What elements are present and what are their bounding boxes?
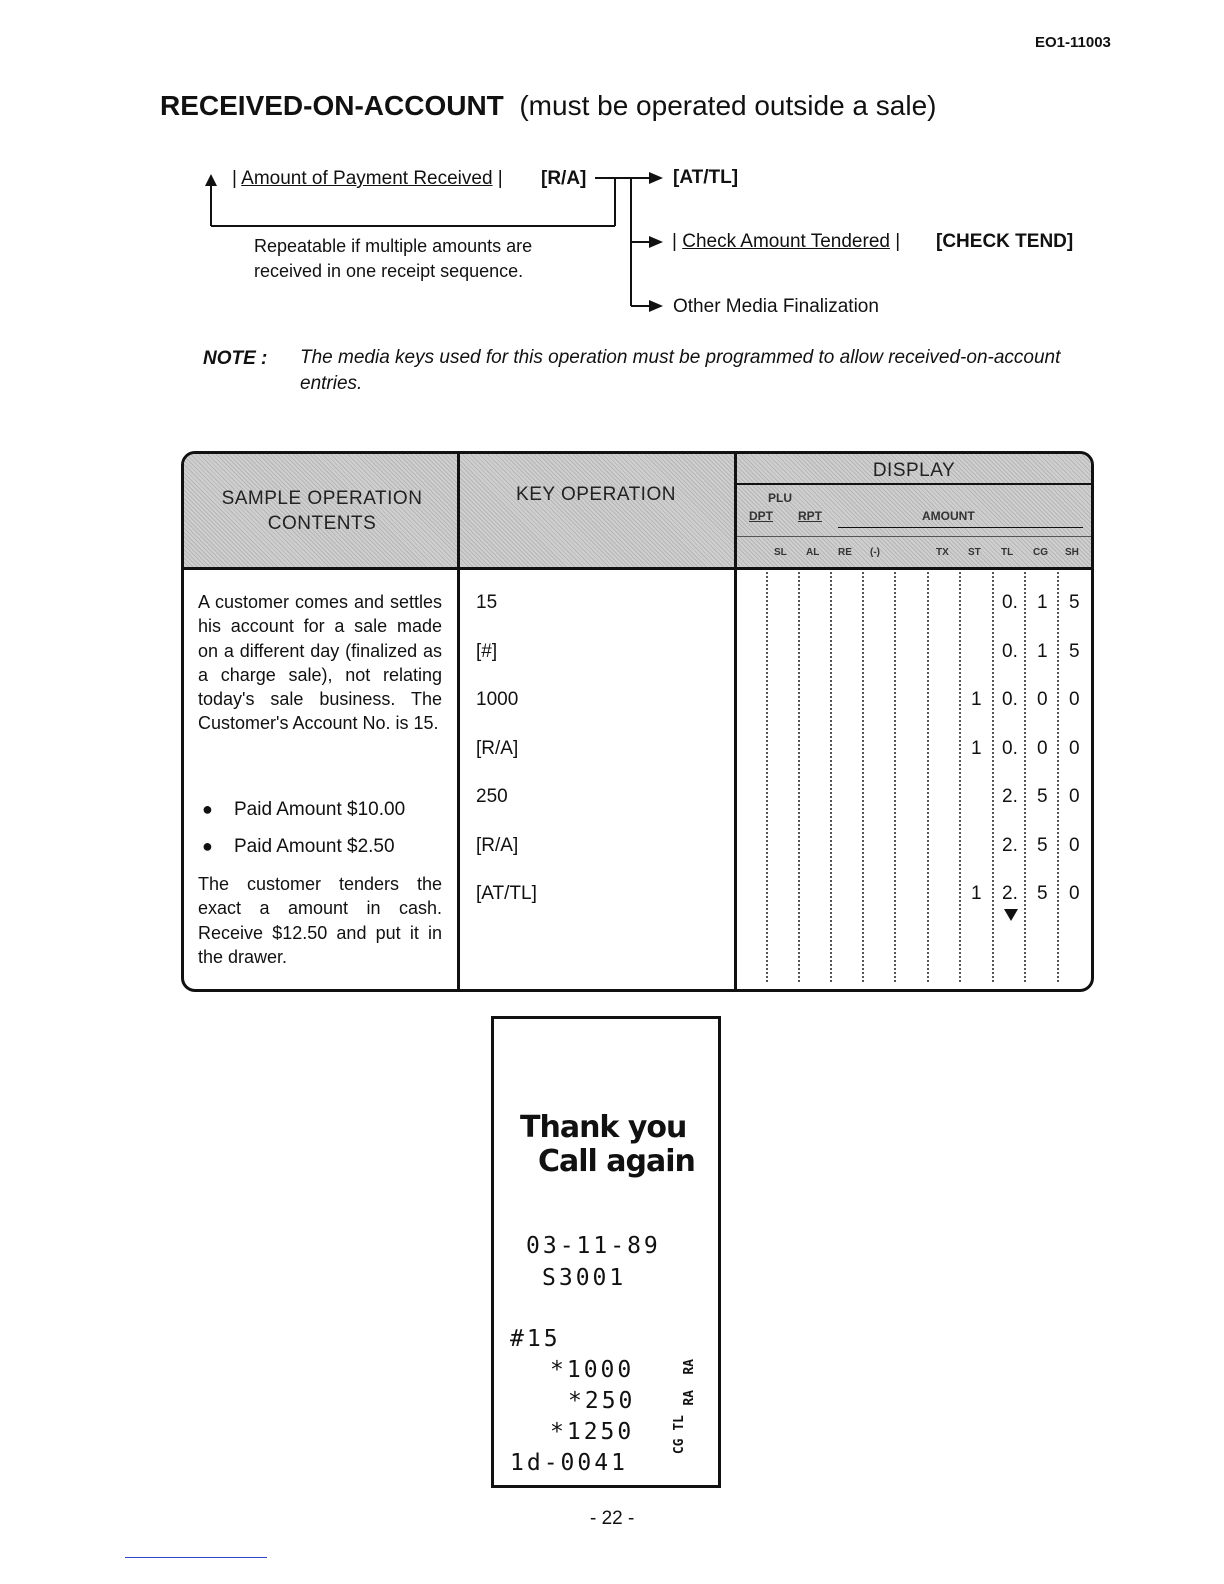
key-op-header: KEY OPERATION [516, 484, 676, 505]
receipt-account: #15 [510, 1326, 561, 1352]
receipt-line-1: *1000 [550, 1357, 635, 1383]
amount-received-entry: | Amount of Payment Received | [232, 168, 503, 189]
note-label: NOTE : [203, 348, 268, 369]
receipt-line-3: *1250 [550, 1419, 635, 1445]
display-digit: 5 [1037, 883, 1048, 904]
display-column-line [1057, 572, 1059, 982]
column-divider [457, 454, 460, 989]
display-digit: 5 [1037, 786, 1048, 807]
repeatable-line-1: Repeatable if multiple amounts are [254, 236, 533, 256]
display-column-line [959, 572, 961, 982]
receipt-date: 03-11-89 [526, 1233, 661, 1259]
note-text: The media keys used for this operation must be programmed to allow received-on-account entries. [300, 347, 1061, 394]
display-digit: 2. [1002, 786, 1018, 807]
ann-re: RE [838, 547, 852, 558]
display-digit: 2. [1002, 883, 1018, 904]
column-divider [734, 454, 737, 989]
receipt-line-2: *250 [568, 1388, 636, 1414]
receipt-store: S3001 [542, 1265, 627, 1291]
thank-line-1: Thank you [520, 1110, 687, 1145]
ann-cg: CG [1033, 547, 1048, 558]
bullet-icon: ● [202, 799, 213, 819]
display-digit: 0 [1069, 689, 1080, 710]
annunciator-divider [737, 536, 1091, 537]
ra-key: [R/A] [541, 168, 587, 189]
key-op-row-5: 250 [476, 786, 508, 807]
key-op-row-1: 15 [476, 592, 498, 613]
display-digit: 5 [1069, 641, 1080, 662]
bullet-paid-10: Paid Amount $10.00 [234, 799, 406, 820]
key-op-row-3: 1000 [476, 689, 519, 710]
footer-line [125, 1557, 267, 1558]
display-digit: 0. [1002, 689, 1018, 710]
display-column-line [766, 572, 768, 982]
dpt-label: DPT [749, 509, 773, 523]
repeatable-line-2: received in one receipt sequence. [254, 261, 524, 281]
receipt [491, 1016, 721, 1488]
display-digit: 0 [1069, 883, 1080, 904]
key-op-row-6: [R/A] [476, 835, 519, 856]
display-digit: 0 [1069, 738, 1080, 759]
display-digit: 1 [1037, 592, 1048, 613]
display-divider [737, 483, 1091, 485]
display-column-line [862, 572, 864, 982]
other-media: Other Media Finalization [673, 296, 879, 317]
display-digit: 5 [1037, 835, 1048, 856]
display-digit: 0 [1069, 786, 1080, 807]
display-digit: 1 [971, 883, 982, 904]
amount-received-label: Amount of Payment Received [241, 168, 493, 189]
ann-al: AL [806, 547, 820, 558]
title-main: RECEIVED-ON-ACCOUNT [160, 90, 504, 121]
display-digit: 5 [1069, 592, 1080, 613]
key-op-row-7: [AT/TL] [476, 883, 537, 904]
display-digit: 1 [971, 689, 982, 710]
receipt-line-3-tag: CG TL [672, 1415, 687, 1455]
sample-header: SAMPLE OPERATION CONTENTS [221, 488, 423, 534]
display-column-line [927, 572, 929, 982]
key-op-row-2: [#] [476, 641, 498, 662]
thank-line-2: Call again [538, 1144, 695, 1179]
ann-minus: (-) [870, 547, 880, 558]
page-number: - 22 - [590, 1508, 635, 1529]
ann-sl: SL [774, 547, 787, 558]
ann-st: ST [968, 547, 981, 558]
amount-underline [838, 527, 1083, 528]
display-column-line [992, 572, 994, 982]
display-digit: 0 [1037, 689, 1048, 710]
document-id: EO1-11003 [1035, 34, 1111, 51]
page-title [160, 90, 936, 122]
receipt-line-1-tag: RA [682, 1359, 697, 1375]
receipt-consecutive-number: 1d-0041 [510, 1450, 628, 1476]
display-column-line [830, 572, 832, 982]
display-digit: 0. [1002, 641, 1018, 662]
receipt-line-2-tag: RA [682, 1390, 697, 1406]
ann-sh: SH [1065, 547, 1079, 558]
receipt-thank-you [520, 1111, 695, 1179]
amount-label: AMOUNT [922, 509, 975, 523]
repeatable-note [254, 234, 532, 284]
display-digit: 1 [971, 738, 982, 759]
bullet-paid-2-50: Paid Amount $2.50 [234, 836, 395, 857]
ann-tl: TL [1001, 547, 1014, 558]
rpt-label: RPT [798, 509, 822, 523]
display-digit: 1 [1037, 641, 1048, 662]
check-tend-key: [CHECK TEND] [936, 231, 1074, 252]
display-digit: 0 [1069, 835, 1080, 856]
attl-key: [AT/TL] [673, 167, 739, 188]
bullet-icon: ● [202, 836, 213, 856]
ann-tx: TX [936, 547, 949, 558]
key-op-row-4: [R/A] [476, 738, 519, 759]
display-digit: 0. [1002, 738, 1018, 759]
sample-operation-table [181, 451, 1094, 992]
check-amount-label: Check Amount Tendered [682, 231, 890, 252]
display-digit: 0 [1037, 738, 1048, 759]
title-sub: (must be operated outside a sale) [519, 90, 937, 121]
plu-label: PLU [768, 491, 792, 505]
display-header: DISPLAY [872, 460, 956, 481]
contents-tail: The customer tenders the exact a amount in cash. Receive $12.50 and put it in the drawer. [198, 874, 442, 967]
display-column-line [798, 572, 800, 982]
display-digit: 0. [1002, 592, 1018, 613]
check-amount-entry: | Check Amount Tendered | [672, 231, 901, 252]
display-column-line [1024, 572, 1026, 982]
display-column-line [894, 572, 896, 982]
display-digit: 2. [1002, 835, 1018, 856]
tl-indicator-icon [1004, 909, 1018, 921]
contents-paragraph: A customer comes and settles his account for a sale made on a different day (finalized as a charge sale), not relating today's sale business. The Customer's Account No. is 15. [198, 592, 442, 734]
